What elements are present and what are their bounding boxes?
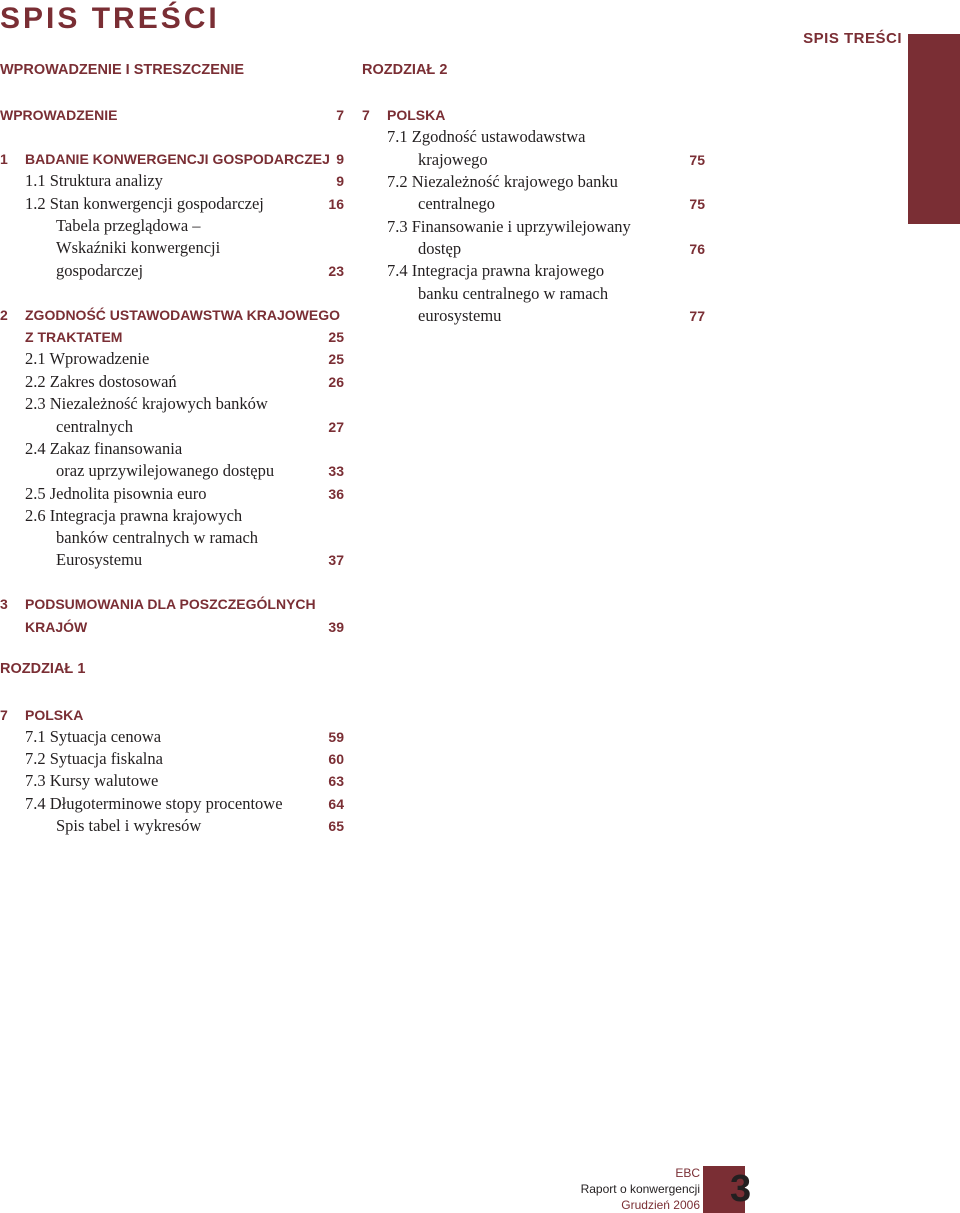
left-column-heading: WPROWADZENIE I STRESZCZENIE [0, 62, 245, 78]
toc-entry[interactable]: gospodarczej 23 [56, 261, 344, 280]
toc-entry[interactable]: 7.1 Sytuacja cenowa 59 [25, 727, 344, 746]
toc-entry[interactable]: 2.4 Zakaz finansowania [25, 439, 183, 458]
page-title: SPIS TREŚCI [0, 2, 220, 35]
toc-entry[interactable]: Tabela przeglądowa – [56, 216, 201, 235]
toc-entry[interactable]: 7 POLSKA [362, 107, 446, 123]
running-header: SPIS TREŚCI [803, 30, 902, 47]
toc-chapter-2-list [362, 0, 705, 340]
toc-entry[interactable]: Spis tabel i wykresów 65 [56, 816, 344, 835]
toc-entry[interactable]: eurosystemu 77 [418, 306, 705, 325]
corner-tab [908, 34, 960, 224]
toc-entry[interactable]: banków centralnych w ramach [56, 528, 259, 547]
toc-entry[interactable]: 1 BADANIE KONWERGENCJI GOSPODARCZEJ 9 [0, 151, 344, 167]
toc-entry[interactable]: Eurosystemu 37 [56, 550, 344, 569]
toc-entry[interactable]: 2.1 Wprowadzenie 25 [25, 349, 344, 368]
toc-entry[interactable]: 2.5 Jednolita pisownia euro 36 [25, 484, 344, 503]
toc-entry[interactable]: 7.3 Kursy walutowe 63 [25, 771, 344, 790]
toc-entry[interactable]: Wskaźniki konwergencji [56, 238, 221, 257]
toc-entry[interactable]: 7 POLSKA [0, 707, 84, 723]
toc-entry[interactable]: centralnego 75 [418, 194, 705, 213]
toc-entry[interactable]: Z TRAKTATEM 25 [25, 329, 344, 345]
toc-entry[interactable]: 7.2 Niezależność krajowego banku [387, 172, 618, 191]
toc-entry[interactable]: oraz uprzywilejowanego dostępu 33 [56, 461, 344, 480]
toc-entry[interactable]: 1.1 Struktura analizy 9 [25, 171, 344, 190]
toc-entry[interactable]: 7.3 Finansowanie i uprzywilejowany [387, 217, 631, 236]
toc-entry[interactable]: KRAJÓW 39 [25, 619, 344, 635]
toc-entry[interactable]: 7.2 Sytuacja fiskalna 60 [25, 749, 344, 768]
right-column-heading: ROZDZIAŁ 2 [362, 62, 448, 78]
footer-report-title: Raport o konwergencji [580, 1182, 700, 1196]
toc-entry[interactable]: 7.1 Zgodność ustawodawstwa [387, 127, 586, 146]
toc-entry[interactable]: banku centralnego w ramach [418, 284, 609, 303]
toc-entry[interactable]: 2.6 Integracja prawna krajowych [25, 506, 243, 525]
toc-entry[interactable]: 7.4 Integracja prawna krajowego [387, 261, 605, 280]
toc-entry[interactable]: centralnych 27 [56, 417, 344, 436]
toc-entry[interactable]: 2.3 Niezależność krajowych banków [25, 394, 268, 413]
toc-entry[interactable]: WPROWADZENIE 7 [0, 107, 344, 123]
chapter-1-heading: ROZDZIAŁ 1 [0, 661, 86, 677]
toc-entry[interactable]: 2 ZGODNOŚĆ USTAWODAWSTWA KRAJOWEGO [0, 307, 340, 323]
footer-date: Grudzień 2006 [621, 1198, 700, 1212]
toc-entry[interactable]: dostęp 76 [418, 239, 705, 258]
toc-entry[interactable]: 2.2 Zakres dostosowań 26 [25, 372, 344, 391]
toc-chapter-1-list [0, 0, 344, 840]
page-number: 3 [730, 1168, 752, 1210]
toc-entry[interactable]: 3 PODSUMOWANIA DLA POSZCZEGÓLNYCH [0, 596, 316, 612]
toc-entry[interactable]: 1.2 Stan konwergencji gospodarczej 16 [25, 194, 344, 213]
toc-entry[interactable]: 7.4 Długoterminowe stopy procentowe 64 [25, 794, 344, 813]
footer-publisher: EBC [675, 1166, 700, 1180]
toc-entry[interactable]: krajowego 75 [418, 150, 705, 169]
